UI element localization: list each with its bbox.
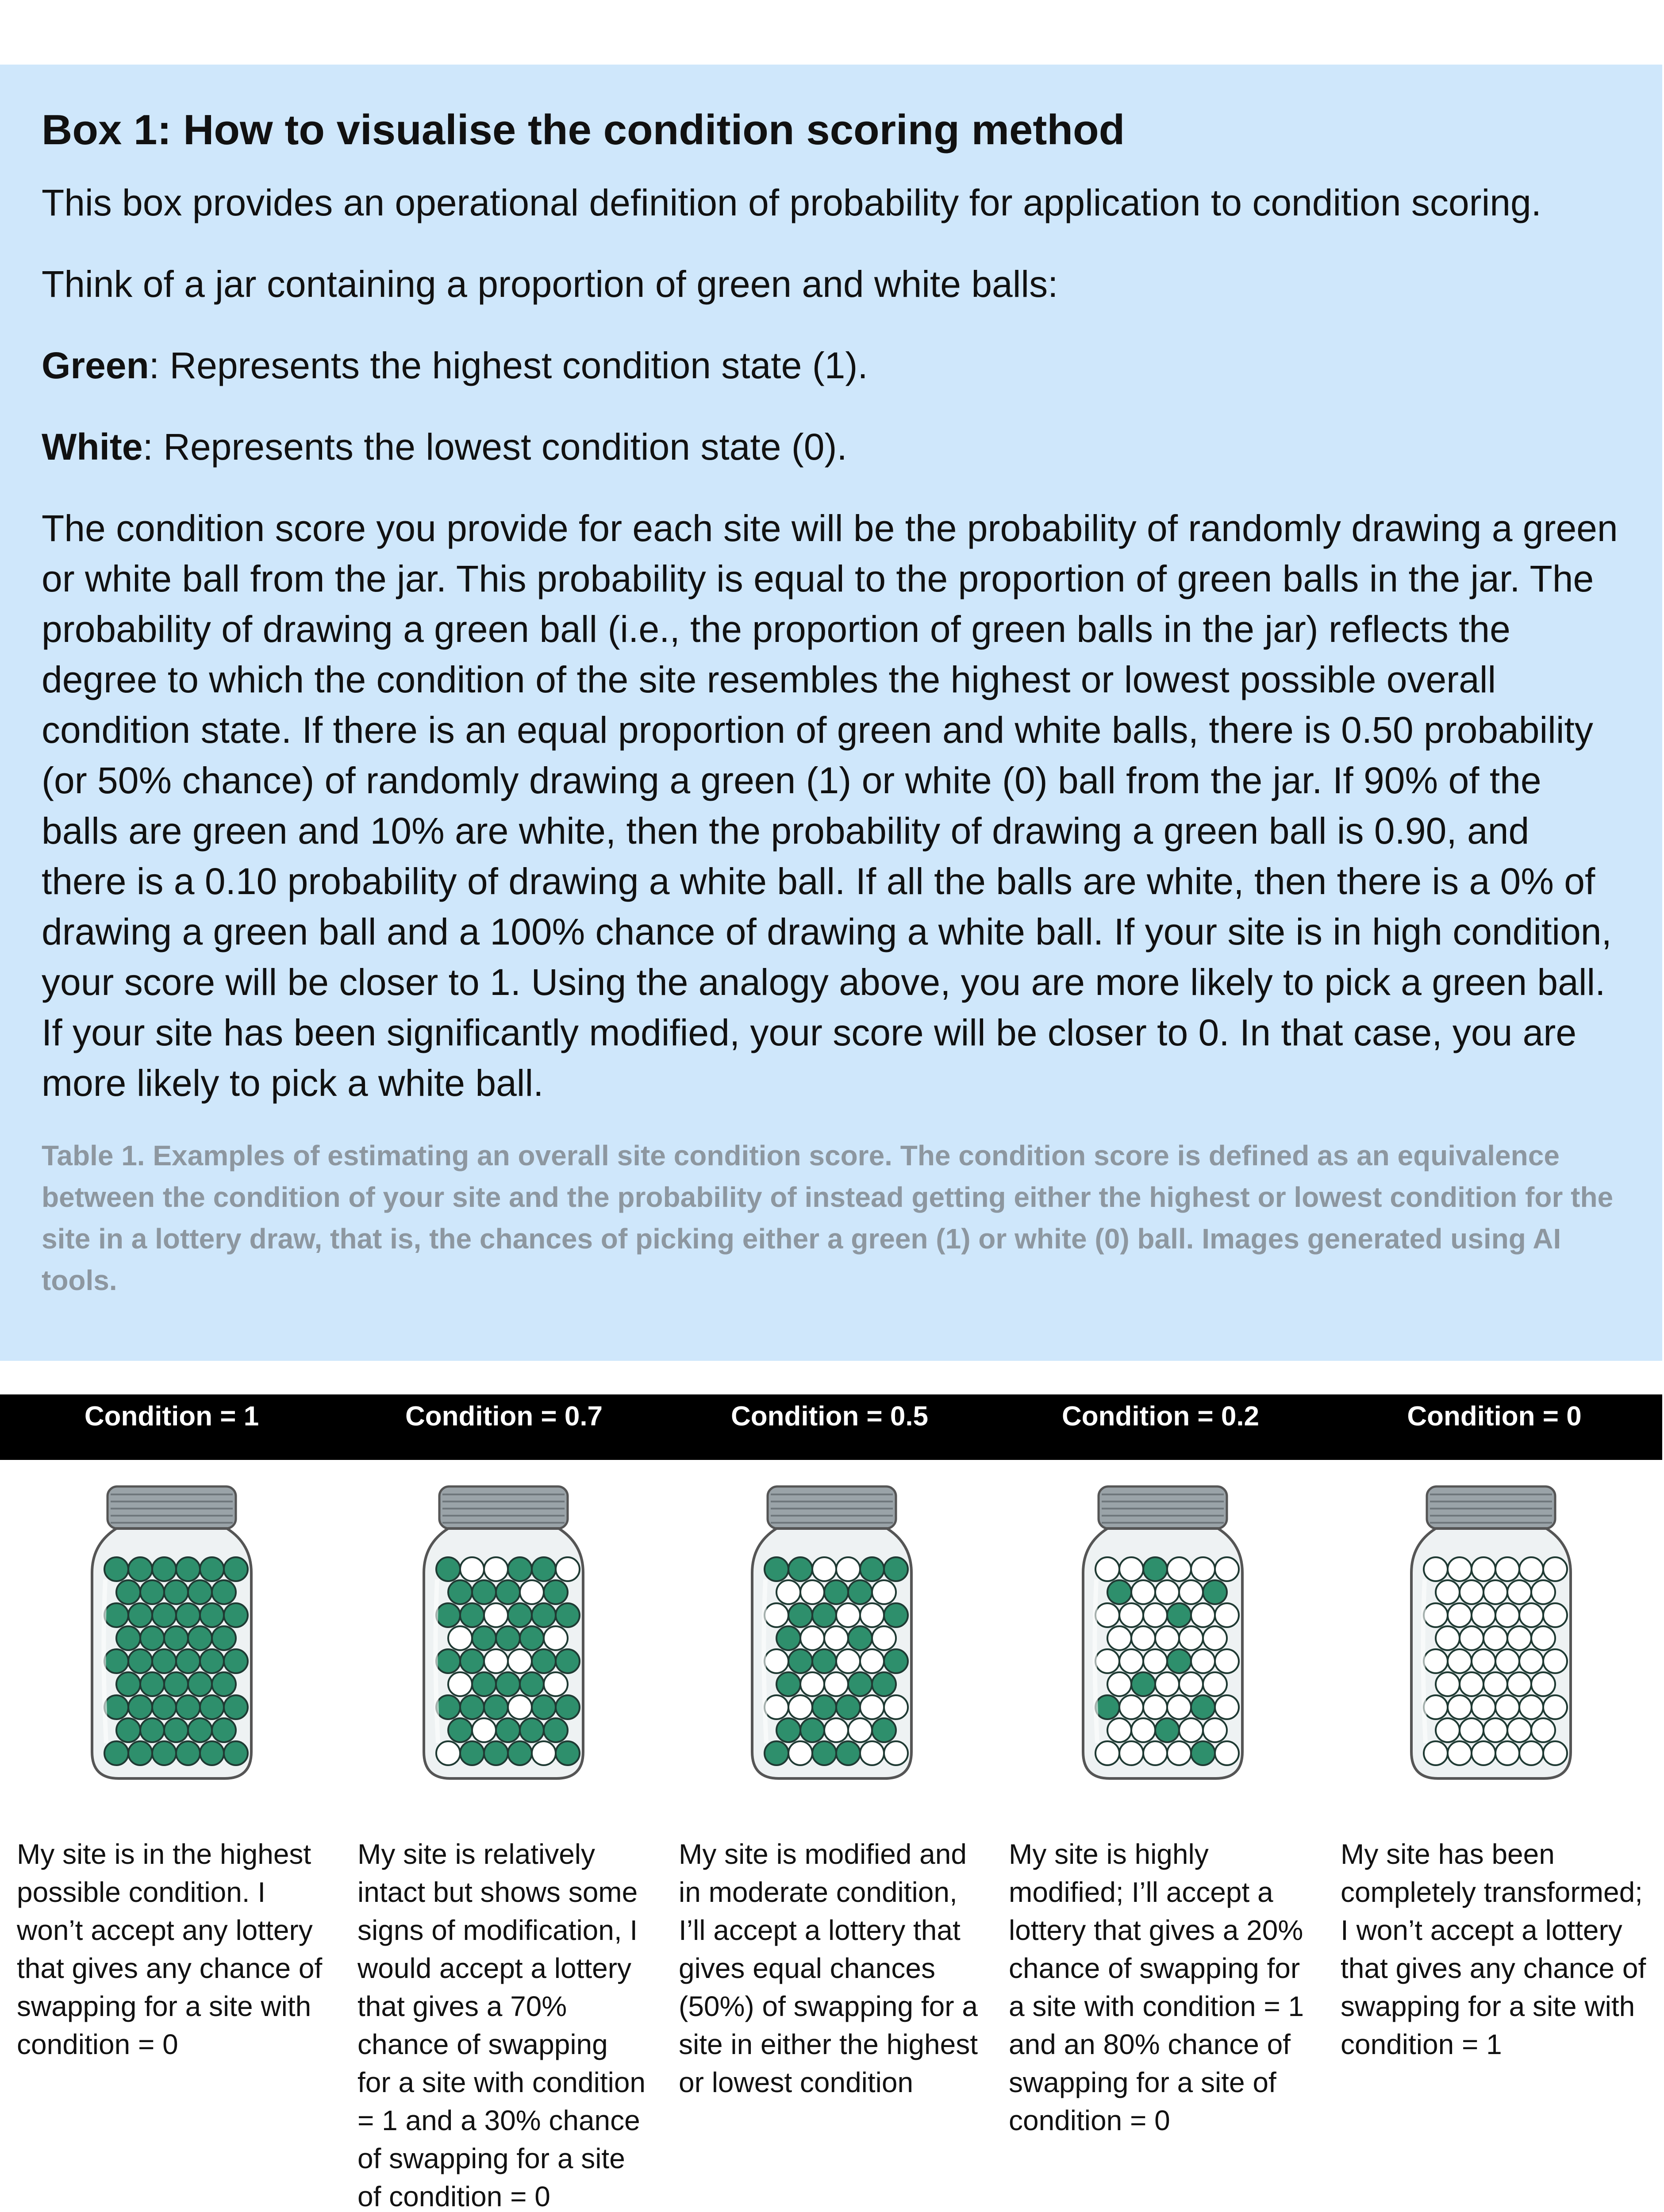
white-ball	[1543, 1695, 1567, 1719]
green-ball	[556, 1603, 580, 1627]
white-ball	[1483, 1626, 1507, 1650]
white-ball	[484, 1649, 508, 1673]
green-ball	[448, 1580, 472, 1604]
white-ball	[836, 1557, 860, 1581]
white-ball	[1203, 1672, 1227, 1696]
green-ball	[224, 1603, 248, 1627]
white-ball	[1519, 1603, 1543, 1627]
green-ball	[800, 1718, 824, 1742]
white-ball	[1107, 1718, 1131, 1742]
green-ball	[104, 1557, 128, 1581]
green-ball	[556, 1695, 580, 1719]
white-ball	[1131, 1580, 1155, 1604]
jar-images-row	[0, 1478, 1662, 1787]
white-ball	[1131, 1718, 1155, 1742]
white-term: White	[42, 426, 143, 468]
white-ball	[1203, 1626, 1227, 1650]
green-ball	[212, 1626, 236, 1650]
green-ball	[116, 1626, 140, 1650]
white-ball	[1131, 1626, 1155, 1650]
white-ball	[1495, 1741, 1519, 1765]
white-ball	[484, 1603, 508, 1627]
green-ball	[544, 1718, 568, 1742]
green-ball	[812, 1741, 836, 1765]
green-ball	[200, 1695, 224, 1719]
green-ball	[212, 1672, 236, 1696]
green-ball	[520, 1718, 544, 1742]
green-ball	[176, 1557, 200, 1581]
green-ball	[176, 1695, 200, 1719]
white-ball	[1119, 1557, 1143, 1581]
white-ball	[508, 1649, 532, 1673]
white-ball	[1143, 1741, 1167, 1765]
green-ball	[1143, 1557, 1167, 1581]
green-ball	[104, 1603, 128, 1627]
white-ball	[860, 1649, 884, 1673]
green-ball	[140, 1580, 164, 1604]
green-ball	[152, 1557, 176, 1581]
jar-highlight	[435, 1579, 438, 1743]
green-ball	[200, 1649, 224, 1673]
white-ball	[1436, 1580, 1460, 1604]
green-ball	[508, 1603, 532, 1627]
white-ball	[1436, 1626, 1460, 1650]
white-ball	[460, 1557, 484, 1581]
jar-image-condition-0-2	[1065, 1478, 1260, 1787]
white-ball	[1119, 1695, 1143, 1719]
green-ball	[1155, 1718, 1179, 1742]
white-ball	[788, 1741, 812, 1765]
white-ball	[765, 1695, 788, 1719]
jar-highlight	[1095, 1579, 1097, 1743]
white-ball	[1495, 1695, 1519, 1719]
green-ball	[152, 1603, 176, 1627]
white-ball	[1143, 1603, 1167, 1627]
green-ball	[128, 1603, 152, 1627]
white-ball	[1472, 1649, 1495, 1673]
green-ball	[472, 1580, 496, 1604]
white-ball	[860, 1695, 884, 1719]
white-ball	[1203, 1718, 1227, 1742]
green-ball	[520, 1626, 544, 1650]
white-ball	[1424, 1649, 1448, 1673]
green-ball	[1203, 1580, 1227, 1604]
description-condition-1: My site is in the highest possible condition. I won’t accept any lottery that gives any chance of swapping for a site with condition = 0	[17, 1838, 323, 2060]
white-ball	[1119, 1603, 1143, 1627]
white-ball	[1472, 1557, 1495, 1581]
green-ball	[776, 1626, 800, 1650]
green-def: : Represents the highest condition state (1).	[149, 345, 868, 387]
white-ball	[1519, 1695, 1543, 1719]
green-ball	[104, 1649, 128, 1673]
green-ball	[788, 1557, 812, 1581]
green-ball	[472, 1672, 496, 1696]
header-condition-1: Condition = 1	[84, 1401, 259, 1432]
green-ball	[884, 1649, 908, 1673]
green-ball	[884, 1603, 908, 1627]
white-ball	[765, 1603, 788, 1627]
white-ball	[1107, 1626, 1131, 1650]
green-ball	[436, 1603, 460, 1627]
white-ball	[1495, 1649, 1519, 1673]
jar-image-condition-1	[74, 1478, 269, 1787]
green-ball	[128, 1695, 152, 1719]
white-ball	[1143, 1649, 1167, 1673]
green-ball	[532, 1557, 556, 1581]
green-ball	[884, 1557, 908, 1581]
green-ball	[104, 1695, 128, 1719]
green-ball	[200, 1603, 224, 1627]
green-ball	[436, 1649, 460, 1673]
green-ball	[152, 1649, 176, 1673]
white-ball	[1460, 1672, 1483, 1696]
jar-image-condition-0-7	[406, 1478, 601, 1787]
green-ball	[776, 1672, 800, 1696]
body-text: The condition score you provide for each site will be the probability of randomly drawing a green or white ball from the jar. This probability is equal to the proportion of green balls in the jar. The probability of drawing a green ball (i.e., the proportion of green balls in the jar) reflects the degree to which the condition of the site resembles the highest or lowest possible overall condition state. If there is an equal proportion of green and white balls, there is 0.50 probability (or 50% chance) of randomly drawing a green (1) or white (0) ball from the jar. If 90% of the balls are green and 10% are white, then the probability of drawing a green ball is 0.90, and there is a 0.10 probability of drawing a white ball. If all the balls are white, then there is a 0% of drawing a green ball and a 100% chance of drawing a white ball. If your site is in high condition, your score will be closer to 1. Using the analogy above, you are more likely to pick a green ball. If your site has been significantly modified, your score will be closer to 0. In that case, you are more likely to pick a white ball.	[42, 507, 1618, 1104]
green-ball	[116, 1672, 140, 1696]
white-ball	[1507, 1672, 1531, 1696]
white-ball	[1448, 1603, 1472, 1627]
jar-sentence: Think of a jar containing a proportion of green and white balls:	[42, 263, 1058, 305]
white-ball	[800, 1626, 824, 1650]
white-ball	[1507, 1580, 1531, 1604]
green-definition	[42, 340, 1621, 391]
white-ball	[1191, 1649, 1215, 1673]
green-ball	[532, 1649, 556, 1673]
white-ball	[824, 1626, 848, 1650]
white-ball	[1167, 1741, 1191, 1765]
header-condition-0-5: Condition = 0.5	[730, 1401, 929, 1432]
header-condition-0: Condition = 0	[1407, 1401, 1582, 1432]
white-ball	[1215, 1741, 1239, 1765]
white-ball	[1507, 1626, 1531, 1650]
white-ball	[1179, 1718, 1203, 1742]
green-ball	[200, 1741, 224, 1765]
box-title: Box 1: How to visualise the condition scoring method	[42, 106, 1125, 154]
white-ball	[765, 1649, 788, 1673]
green-ball	[152, 1741, 176, 1765]
white-ball	[1531, 1672, 1555, 1696]
white-ball	[1119, 1649, 1143, 1673]
white-ball	[1215, 1649, 1239, 1673]
white-ball	[776, 1580, 800, 1604]
white-ball	[836, 1649, 860, 1673]
green-ball	[836, 1695, 860, 1719]
green-ball	[188, 1580, 212, 1604]
white-ball	[812, 1557, 836, 1581]
green-ball	[1131, 1672, 1155, 1696]
green-ball	[765, 1741, 788, 1765]
green-ball	[484, 1695, 508, 1719]
green-ball	[788, 1649, 812, 1673]
white-ball	[1191, 1603, 1215, 1627]
green-ball	[188, 1626, 212, 1650]
white-ball	[1495, 1603, 1519, 1627]
description-row	[0, 1827, 1662, 2212]
green-ball	[472, 1626, 496, 1650]
white-ball	[872, 1580, 896, 1604]
intro-text: This box provides an operational definition of probability for application to condition scoring.	[42, 182, 1542, 224]
green-ball	[848, 1672, 872, 1696]
white-ball	[1424, 1557, 1448, 1581]
green-ball	[812, 1695, 836, 1719]
green-ball	[164, 1626, 188, 1650]
green-ball	[1167, 1603, 1191, 1627]
white-ball	[1424, 1695, 1448, 1719]
white-ball	[1095, 1649, 1119, 1673]
white-ball	[556, 1557, 580, 1581]
green-ball	[520, 1672, 544, 1696]
green-ball	[765, 1557, 788, 1581]
description-condition-0-2: My site is highly modified; I’ll accept a lottery that gives a 20% chance of swapping for a site with condition = 1 and an 80% chance of swapping for a site of condition = 0	[1009, 1838, 1304, 2136]
green-ball	[508, 1741, 532, 1765]
green-ball	[496, 1672, 520, 1696]
green-ball	[128, 1741, 152, 1765]
white-ball	[1460, 1718, 1483, 1742]
white-ball	[1531, 1718, 1555, 1742]
green-ball	[140, 1672, 164, 1696]
jar-highlight	[104, 1579, 106, 1743]
green-ball	[224, 1557, 248, 1581]
table-caption: Table 1. Examples of estimating an overall site condition score. The condition score is defined as an equivalence between the condition of your site and the probability of instead getting either the highest or lowest condition for the site in a lottery draw, that is, the chances of picking either a green (1) or white (0) ball. Images generated using AI tools.	[42, 1140, 1614, 1297]
white-ball	[1472, 1741, 1495, 1765]
green-ball	[776, 1718, 800, 1742]
white-ball	[472, 1718, 496, 1742]
green-ball	[224, 1695, 248, 1719]
white-ball	[1095, 1557, 1119, 1581]
green-ball	[812, 1649, 836, 1673]
white-ball	[824, 1672, 848, 1696]
green-ball	[116, 1580, 140, 1604]
white-ball	[1507, 1718, 1531, 1742]
green-ball	[484, 1741, 508, 1765]
white-ball	[1543, 1741, 1567, 1765]
white-ball	[1448, 1557, 1472, 1581]
green-ball	[436, 1557, 460, 1581]
white-ball	[1179, 1626, 1203, 1650]
white-ball	[1155, 1672, 1179, 1696]
green-ball	[848, 1580, 872, 1604]
green-ball	[544, 1580, 568, 1604]
green-ball	[128, 1557, 152, 1581]
white-ball	[1448, 1695, 1472, 1719]
white-ball	[544, 1626, 568, 1650]
white-ball	[1472, 1695, 1495, 1719]
green-ball	[200, 1557, 224, 1581]
green-term: Green	[42, 345, 149, 387]
white-ball	[1119, 1741, 1143, 1765]
jar-highlight	[764, 1579, 766, 1743]
white-ball	[824, 1718, 848, 1742]
white-ball	[1179, 1580, 1203, 1604]
green-ball	[1167, 1649, 1191, 1673]
white-ball	[1107, 1672, 1131, 1696]
white-ball	[1472, 1603, 1495, 1627]
table-header-row	[0, 1394, 1662, 1460]
green-ball	[556, 1649, 580, 1673]
green-ball	[1107, 1580, 1131, 1604]
white-ball	[1519, 1649, 1543, 1673]
green-ball	[460, 1741, 484, 1765]
white-ball	[448, 1672, 472, 1696]
green-ball	[872, 1718, 896, 1742]
white-ball	[884, 1695, 908, 1719]
description-condition-0-7: My site is relatively intact but shows some signs of modification, I would accept a lottery that gives a 70% chance of swapping for a site with condition = 1 and a 30% chance of swapping for a site of condition = 0	[357, 1838, 646, 2212]
white-ball	[1495, 1557, 1519, 1581]
green-ball	[1095, 1695, 1119, 1719]
green-ball	[224, 1649, 248, 1673]
green-ball	[224, 1741, 248, 1765]
white-ball	[436, 1741, 460, 1765]
white-ball	[800, 1672, 824, 1696]
white-ball	[884, 1741, 908, 1765]
white-ball	[1543, 1557, 1567, 1581]
white-ball	[1191, 1557, 1215, 1581]
white-ball	[1155, 1626, 1179, 1650]
white-ball	[1095, 1741, 1119, 1765]
white-ball	[788, 1695, 812, 1719]
white-ball	[508, 1695, 532, 1719]
white-ball	[1167, 1557, 1191, 1581]
white-definition	[42, 422, 1621, 472]
green-ball	[188, 1718, 212, 1742]
white-ball	[448, 1626, 472, 1650]
green-ball	[460, 1603, 484, 1627]
description-condition-0: My site has been completely transformed; I won’t accept a lottery that gives any chance of swapping for a site with condition = 1	[1341, 1838, 1646, 2060]
green-ball	[532, 1603, 556, 1627]
green-ball	[460, 1695, 484, 1719]
green-ball	[128, 1649, 152, 1673]
description-condition-0-5: My site is modified and in moderate condition, I’ll accept a lottery that gives equal chances (50%) of swapping for a site in either the highest or lowest condition	[679, 1838, 978, 2098]
white-ball	[800, 1580, 824, 1604]
green-ball	[788, 1603, 812, 1627]
green-ball	[436, 1695, 460, 1719]
white-ball	[1095, 1603, 1119, 1627]
green-ball	[496, 1580, 520, 1604]
white-ball	[1543, 1603, 1567, 1627]
header-condition-0-7: Condition = 0.7	[405, 1401, 603, 1432]
white-ball	[848, 1718, 872, 1742]
white-ball	[1215, 1557, 1239, 1581]
green-ball	[556, 1741, 580, 1765]
green-ball	[448, 1718, 472, 1742]
green-ball	[164, 1718, 188, 1742]
green-ball	[176, 1741, 200, 1765]
green-ball	[496, 1718, 520, 1742]
green-ball	[104, 1741, 128, 1765]
green-ball	[116, 1718, 140, 1742]
white-ball	[520, 1580, 544, 1604]
green-ball	[812, 1603, 836, 1627]
white-ball	[1543, 1649, 1567, 1673]
green-ball	[824, 1580, 848, 1604]
green-ball	[176, 1649, 200, 1673]
white-ball	[1215, 1695, 1239, 1719]
green-ball	[212, 1718, 236, 1742]
green-ball	[164, 1580, 188, 1604]
white-ball	[1531, 1580, 1555, 1604]
white-ball	[872, 1626, 896, 1650]
white-ball	[1436, 1718, 1460, 1742]
green-ball	[140, 1718, 164, 1742]
white-ball	[1143, 1695, 1167, 1719]
green-ball	[872, 1672, 896, 1696]
jar-image-condition-0	[1394, 1478, 1588, 1787]
green-ball	[836, 1741, 860, 1765]
white-ball	[860, 1603, 884, 1627]
green-ball	[496, 1626, 520, 1650]
green-ball	[508, 1557, 532, 1581]
jar-highlight	[1423, 1579, 1426, 1743]
white-ball	[1519, 1557, 1543, 1581]
green-ball	[164, 1672, 188, 1696]
green-ball	[1191, 1695, 1215, 1719]
white-ball	[1460, 1580, 1483, 1604]
white-ball	[1448, 1649, 1472, 1673]
white-ball	[1460, 1626, 1483, 1650]
white-ball	[1483, 1718, 1507, 1742]
green-ball	[848, 1626, 872, 1650]
white-def: : Represents the lowest condition state (0).	[142, 426, 847, 468]
white-ball	[544, 1672, 568, 1696]
green-ball	[860, 1557, 884, 1581]
jar-image-condition-0-5	[734, 1478, 929, 1787]
white-ball	[1436, 1672, 1460, 1696]
white-ball	[484, 1557, 508, 1581]
green-ball	[1191, 1741, 1215, 1765]
header-condition-0-2: Condition = 0.2	[1061, 1401, 1260, 1432]
box-1-panel	[0, 65, 1662, 1361]
green-ball	[140, 1626, 164, 1650]
white-ball	[1215, 1603, 1239, 1627]
white-ball	[1448, 1741, 1472, 1765]
white-ball	[1179, 1672, 1203, 1696]
green-ball	[532, 1695, 556, 1719]
white-ball	[1424, 1741, 1448, 1765]
white-ball	[1483, 1672, 1507, 1696]
white-ball	[1424, 1603, 1448, 1627]
white-ball	[836, 1603, 860, 1627]
white-ball	[1519, 1741, 1543, 1765]
green-ball	[188, 1672, 212, 1696]
white-ball	[1167, 1695, 1191, 1719]
green-ball	[460, 1649, 484, 1673]
green-ball	[152, 1695, 176, 1719]
green-ball	[176, 1603, 200, 1627]
white-ball	[860, 1741, 884, 1765]
green-ball	[212, 1580, 236, 1604]
white-ball	[532, 1741, 556, 1765]
white-ball	[1155, 1580, 1179, 1604]
white-ball	[1531, 1626, 1555, 1650]
white-ball	[1483, 1580, 1507, 1604]
